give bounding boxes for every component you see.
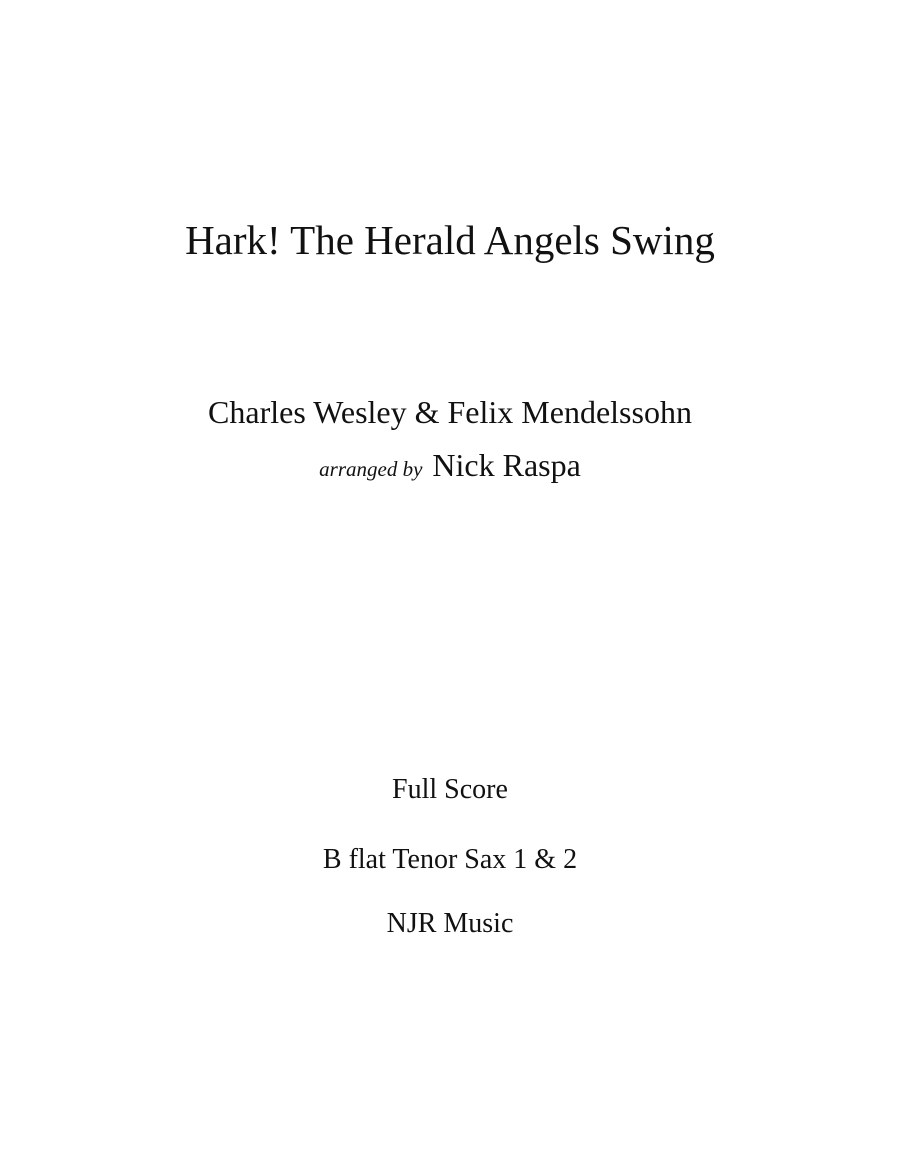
score-type: Full Score [392,774,508,805]
instrumentation: B flat Tenor Sax 1 & 2 [322,844,578,875]
arranger-name: Nick Raspa [432,447,581,483]
arranged-by-label: arranged by [319,457,423,481]
arranger-line [0,445,900,489]
composers: Charles Wesley & Felix Mendelssohn [208,394,692,430]
publisher: NJR Music [386,908,514,939]
piece-title: Hark! The Herald Angels Swing [185,217,715,263]
